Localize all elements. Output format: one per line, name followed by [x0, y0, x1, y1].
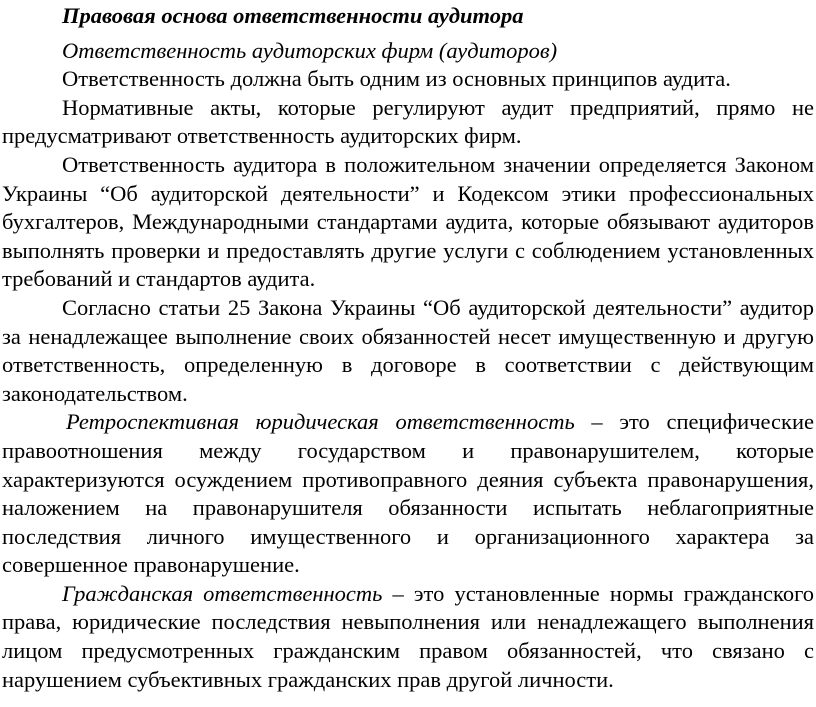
- document-page: [2, 2, 814, 694]
- paragraph: [2, 580, 814, 694]
- paragraph: [2, 65, 814, 94]
- paragraph-text: Ответственность аудитора в положительном значении определяется Законом Украины “Об аудиторской деятельности” и Кодексом этики профессиональных бухгалтеров, Международными стандартами аудита, которые обязывают аудиторов выполнять проверки и предоставлять другие услуги с соблюдением установленных требований и стандартов аудита.: [2, 151, 814, 292]
- paragraph-text: – это специфические правоотношения между государством и правонарушителем, которые характеризуются осуждением противоправного деяния субъекта правонарушения, наложением на правонарушителя обязанности испытать неблагоприятные последствия личного имущественного и организационного характера за совершенное правонарушение.: [2, 409, 815, 578]
- paragraph: [2, 94, 814, 151]
- document-title: Правовая основа ответственности аудитора: [62, 3, 524, 28]
- paragraph-text: Согласно статьи 25 Закона Украины “Об аудиторской деятельности” аудитор за ненадлежащее выполнение своих обязанностей несет имущественную и другую ответственность, определенную в договоре в соответствии с действующим законодательством.: [2, 294, 814, 406]
- paragraph: [2, 294, 814, 408]
- paragraph: [2, 151, 814, 294]
- defined-term: Ретроспективная юридическая ответственность: [66, 409, 575, 435]
- paragraph-text: Ответственность должна быть одним из основных принципов аудита.: [62, 66, 731, 92]
- paragraph-text: – это установленные нормы гражданского права, юридические последствия невыполнения или ненадлежащего выполнения лицом предусмотренных гражданским правом обязанностей, что связано с нарушением субъективных гражданских прав другой личности.: [2, 580, 814, 692]
- defined-term: Гражданская ответственность: [62, 580, 383, 606]
- paragraph: [2, 408, 814, 580]
- document-subtitle: Ответственность аудиторских фирм (аудиторов): [62, 37, 558, 63]
- paragraph-text: Нормативные акты, которые регулируют аудит предприятий, прямо не предусматривают ответственность аудиторских фирм.: [2, 94, 814, 149]
